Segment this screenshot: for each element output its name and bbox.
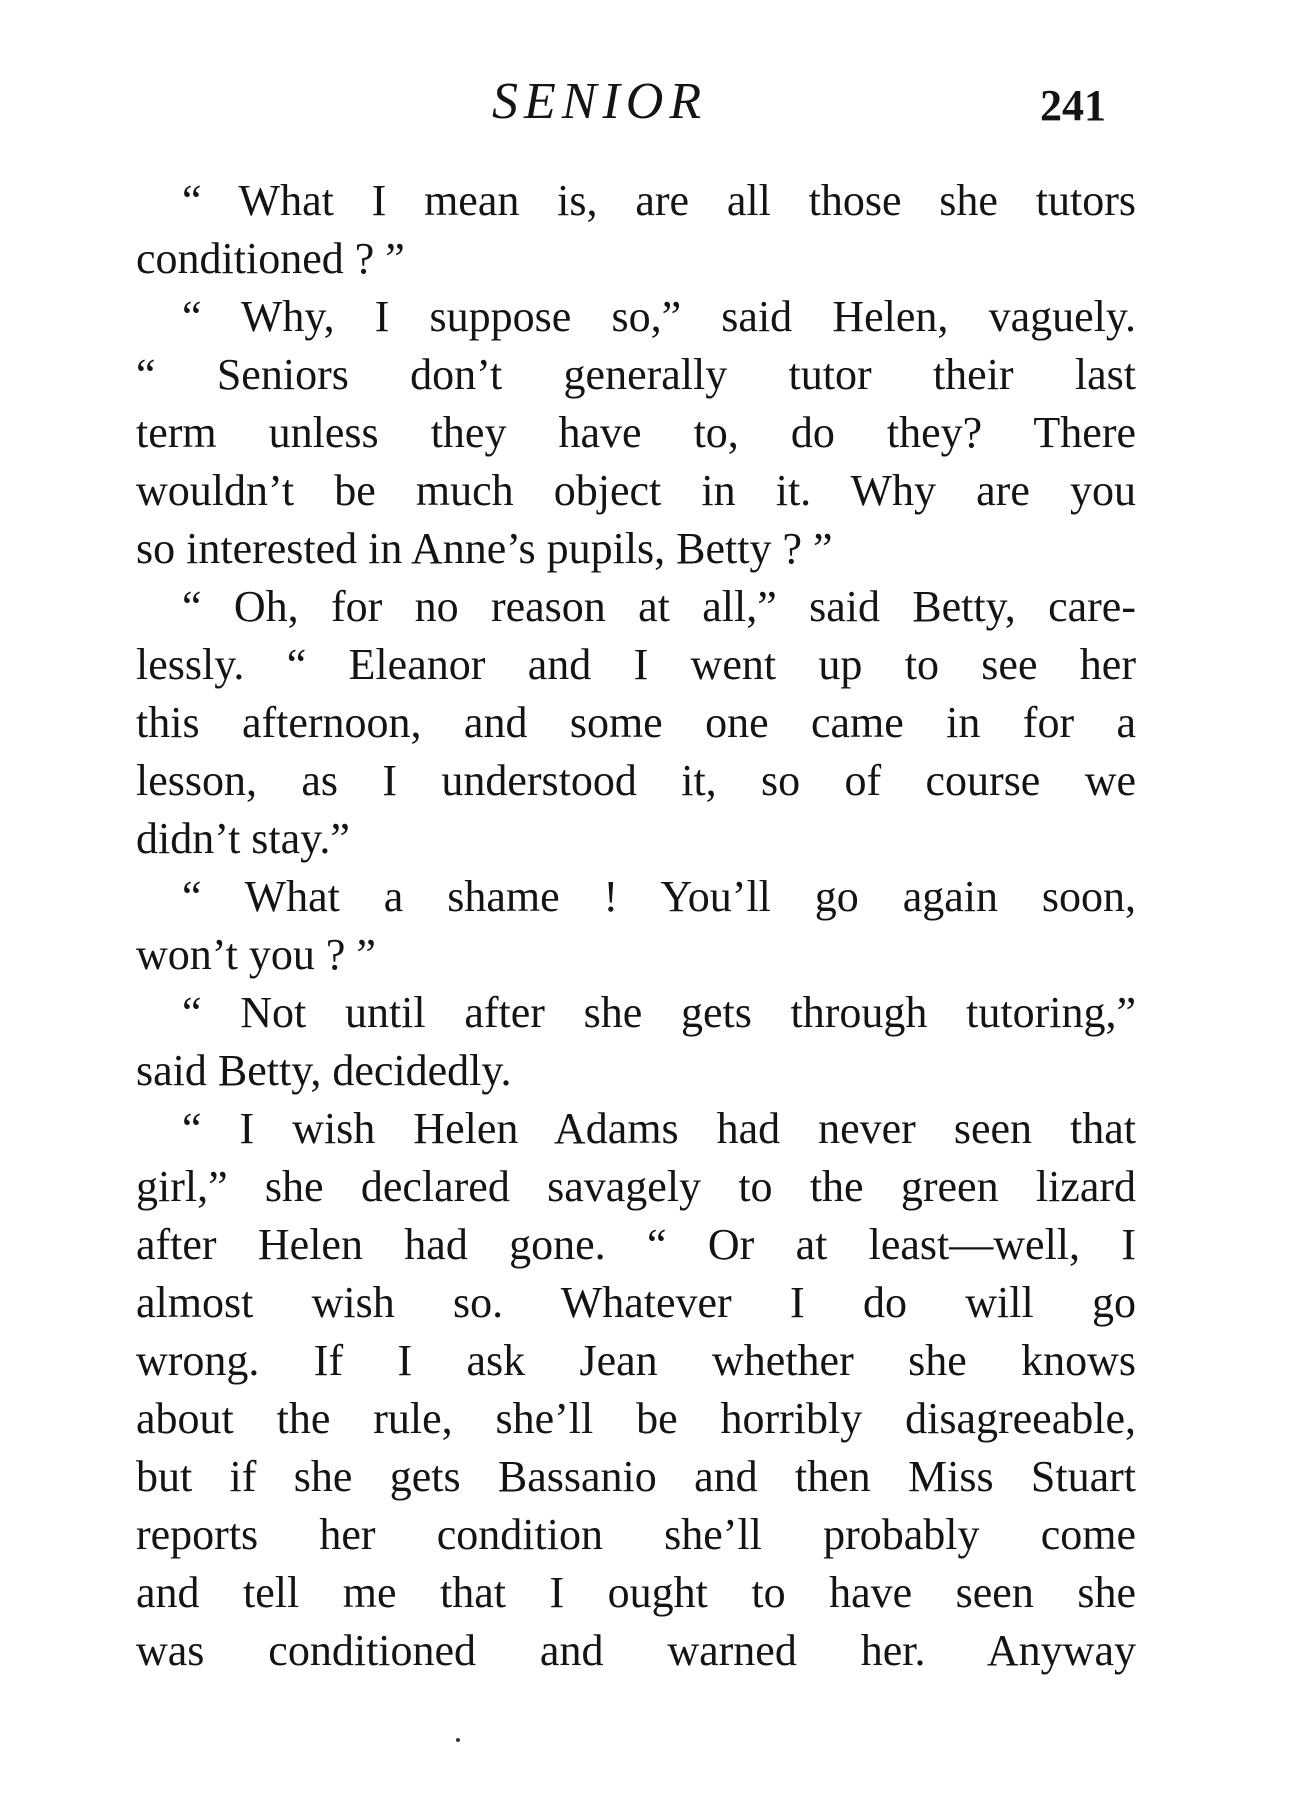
- text-line: and tell me that I ought to have seen she: [136, 1568, 1136, 1617]
- text-line: was conditioned and warned her. Anyway: [136, 1626, 1136, 1675]
- text-line: lessly. “ Eleanor and I went up to see her: [136, 640, 1136, 689]
- running-title: SENIOR: [492, 73, 708, 130]
- text-line: “ Why, I suppose so,” said Helen, vaguely.: [182, 292, 1136, 341]
- body-text: [136, 172, 1136, 1680]
- text-line: but if she gets Bassanio and then Miss Stuart: [136, 1452, 1136, 1501]
- text-line: this afternoon, and some one came in for a: [136, 698, 1136, 747]
- text-line: wouldn’t be much object in it. Why are you: [136, 466, 1136, 515]
- text-line: “ Oh, for no reason at all,” said Betty, care-: [182, 582, 1136, 631]
- text-line: “ What I mean is, are all those she tutors: [182, 176, 1136, 225]
- text-line: lesson, as I understood it, so of course we: [136, 756, 1136, 805]
- text-line: term unless they have to, do they? There: [136, 408, 1136, 457]
- text-line: almost wish so. Whatever I do will go: [136, 1278, 1136, 1327]
- text-line: “ Seniors don’t generally tutor their last: [136, 350, 1136, 399]
- text-line: “ I wish Helen Adams had never seen that: [182, 1104, 1136, 1153]
- text-line: said Betty, decidedly.: [136, 1046, 512, 1095]
- text-line: wrong. If I ask Jean whether she knows: [136, 1336, 1136, 1385]
- running-header: [0, 62, 1315, 142]
- text-line: about the rule, she’ll be horribly disagreeable,: [136, 1394, 1136, 1443]
- text-line: reports her condition she’ll probably come: [136, 1510, 1136, 1559]
- print-speck: [456, 1738, 460, 1742]
- text-line: didn’t stay.”: [136, 814, 350, 863]
- text-line: won’t you ? ”: [136, 930, 376, 979]
- text-line: girl,” she declared savagely to the green lizard: [136, 1162, 1136, 1211]
- text-line: after Helen had gone. “ Or at least—well, I: [136, 1220, 1136, 1269]
- page-number: 241: [1040, 81, 1106, 130]
- text-line: conditioned ? ”: [136, 234, 405, 283]
- text-line: “ Not until after she gets through tutoring,”: [182, 988, 1136, 1037]
- text-line: so interested in Anne’s pupils, Betty ? ”: [136, 524, 833, 573]
- text-line: “ What a shame ! You’ll go again soon,: [182, 872, 1136, 921]
